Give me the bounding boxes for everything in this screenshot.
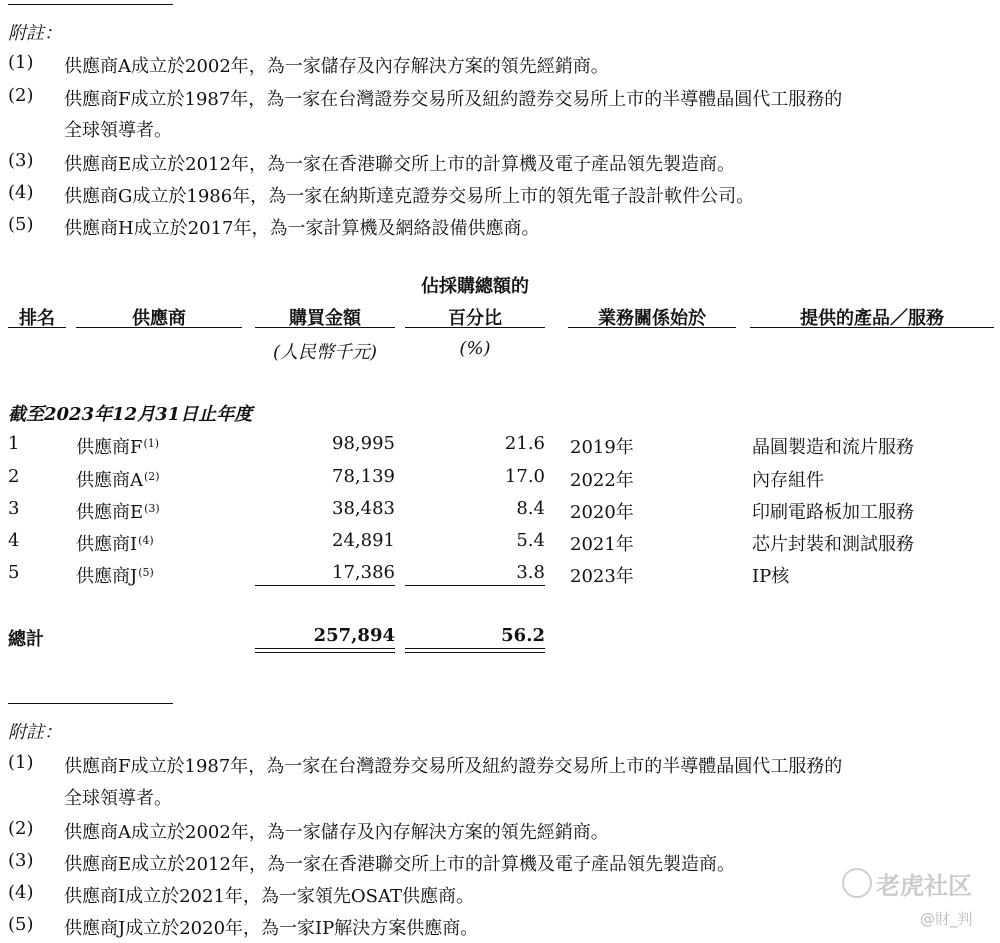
- row-pct: 3.8: [516, 562, 545, 583]
- header-amount: 購買金額: [289, 308, 361, 329]
- header-rule-products: [750, 327, 994, 328]
- row-rank: 5: [8, 562, 20, 583]
- row-since: 2019年: [570, 437, 634, 458]
- watermark-logo-icon: [842, 868, 872, 898]
- row-supplier: 供應商$A^{(2)}$: [76, 470, 160, 491]
- row-products: 印刷電路板加工服務: [752, 502, 914, 523]
- row-supplier: 供應商$E^{(3)}$: [76, 502, 160, 523]
- row-rank: 3: [8, 498, 20, 519]
- header-supplier: 供應商: [132, 308, 186, 329]
- row-since: 2021年: [570, 534, 634, 555]
- row-since: 2020年: [570, 502, 634, 523]
- subtotal-rule-amount: [255, 585, 395, 586]
- row-amount: 78,139: [332, 466, 395, 487]
- header-since: 業務關係始於: [598, 308, 706, 329]
- row-amount: 98,995: [332, 433, 395, 454]
- total-label: 總計: [8, 629, 44, 650]
- row-supplier: 供應商$I^{(4)}$: [76, 534, 154, 555]
- row-products: 芯片封裝和測試服務: [752, 534, 914, 555]
- unit-amount: (人民幣千元): [272, 342, 378, 363]
- watermark-user: @財_判: [920, 910, 973, 928]
- header-products: 提供的產品／服務: [800, 308, 944, 329]
- row-supplier: 供應商$J^{(5)}$: [76, 566, 154, 587]
- unit-pct: (%): [459, 338, 491, 359]
- row-pct: 21.6: [504, 433, 545, 454]
- row-amount: 38,483: [332, 498, 395, 519]
- row-rank: 2: [8, 466, 20, 487]
- row-supplier: 供應商$F^{(1)}$: [76, 437, 160, 458]
- watermark-brand: 老虎社区: [876, 872, 972, 900]
- row-products: IP核: [752, 566, 790, 587]
- row-pct: 8.4: [516, 498, 545, 519]
- total-double-rule-amount: [255, 648, 395, 653]
- footnote-divider-top: [8, 4, 173, 5]
- header-rule-supplier: [76, 327, 242, 328]
- footnote-divider-bottom: [8, 703, 173, 704]
- row-amount: 24,891: [332, 530, 395, 551]
- header-pct-line2: 百分比: [448, 308, 502, 329]
- row-products: 內存組件: [752, 470, 824, 491]
- header-rule-amount: [255, 327, 395, 328]
- row-since: 2022年: [570, 470, 634, 491]
- header-rule-since: [568, 327, 736, 328]
- header-rule-rank: [8, 327, 66, 328]
- row-products: 晶圓製造和流片服務: [752, 437, 914, 458]
- row-amount: 17,386: [332, 562, 395, 583]
- notes-heading-top: 附註：: [8, 23, 62, 44]
- header-rank: 排名: [19, 308, 55, 329]
- total-pct: 56.2: [501, 625, 545, 646]
- row-since: 2023年: [570, 566, 634, 587]
- period-label: 截至2023年12月31日止年度: [8, 404, 253, 425]
- header-pct-line1: 佔採購總額的: [421, 276, 529, 297]
- row-rank: 4: [8, 530, 20, 551]
- header-rule-pct: [405, 327, 545, 328]
- row-pct: 17.0: [504, 466, 545, 487]
- total-double-rule-pct: [405, 648, 545, 653]
- row-rank: 1: [8, 433, 20, 454]
- total-amount: 257,894: [313, 625, 395, 646]
- row-pct: 5.4: [516, 530, 545, 551]
- subtotal-rule-pct: [405, 585, 545, 586]
- notes-heading-bottom: 附註：: [8, 722, 62, 743]
